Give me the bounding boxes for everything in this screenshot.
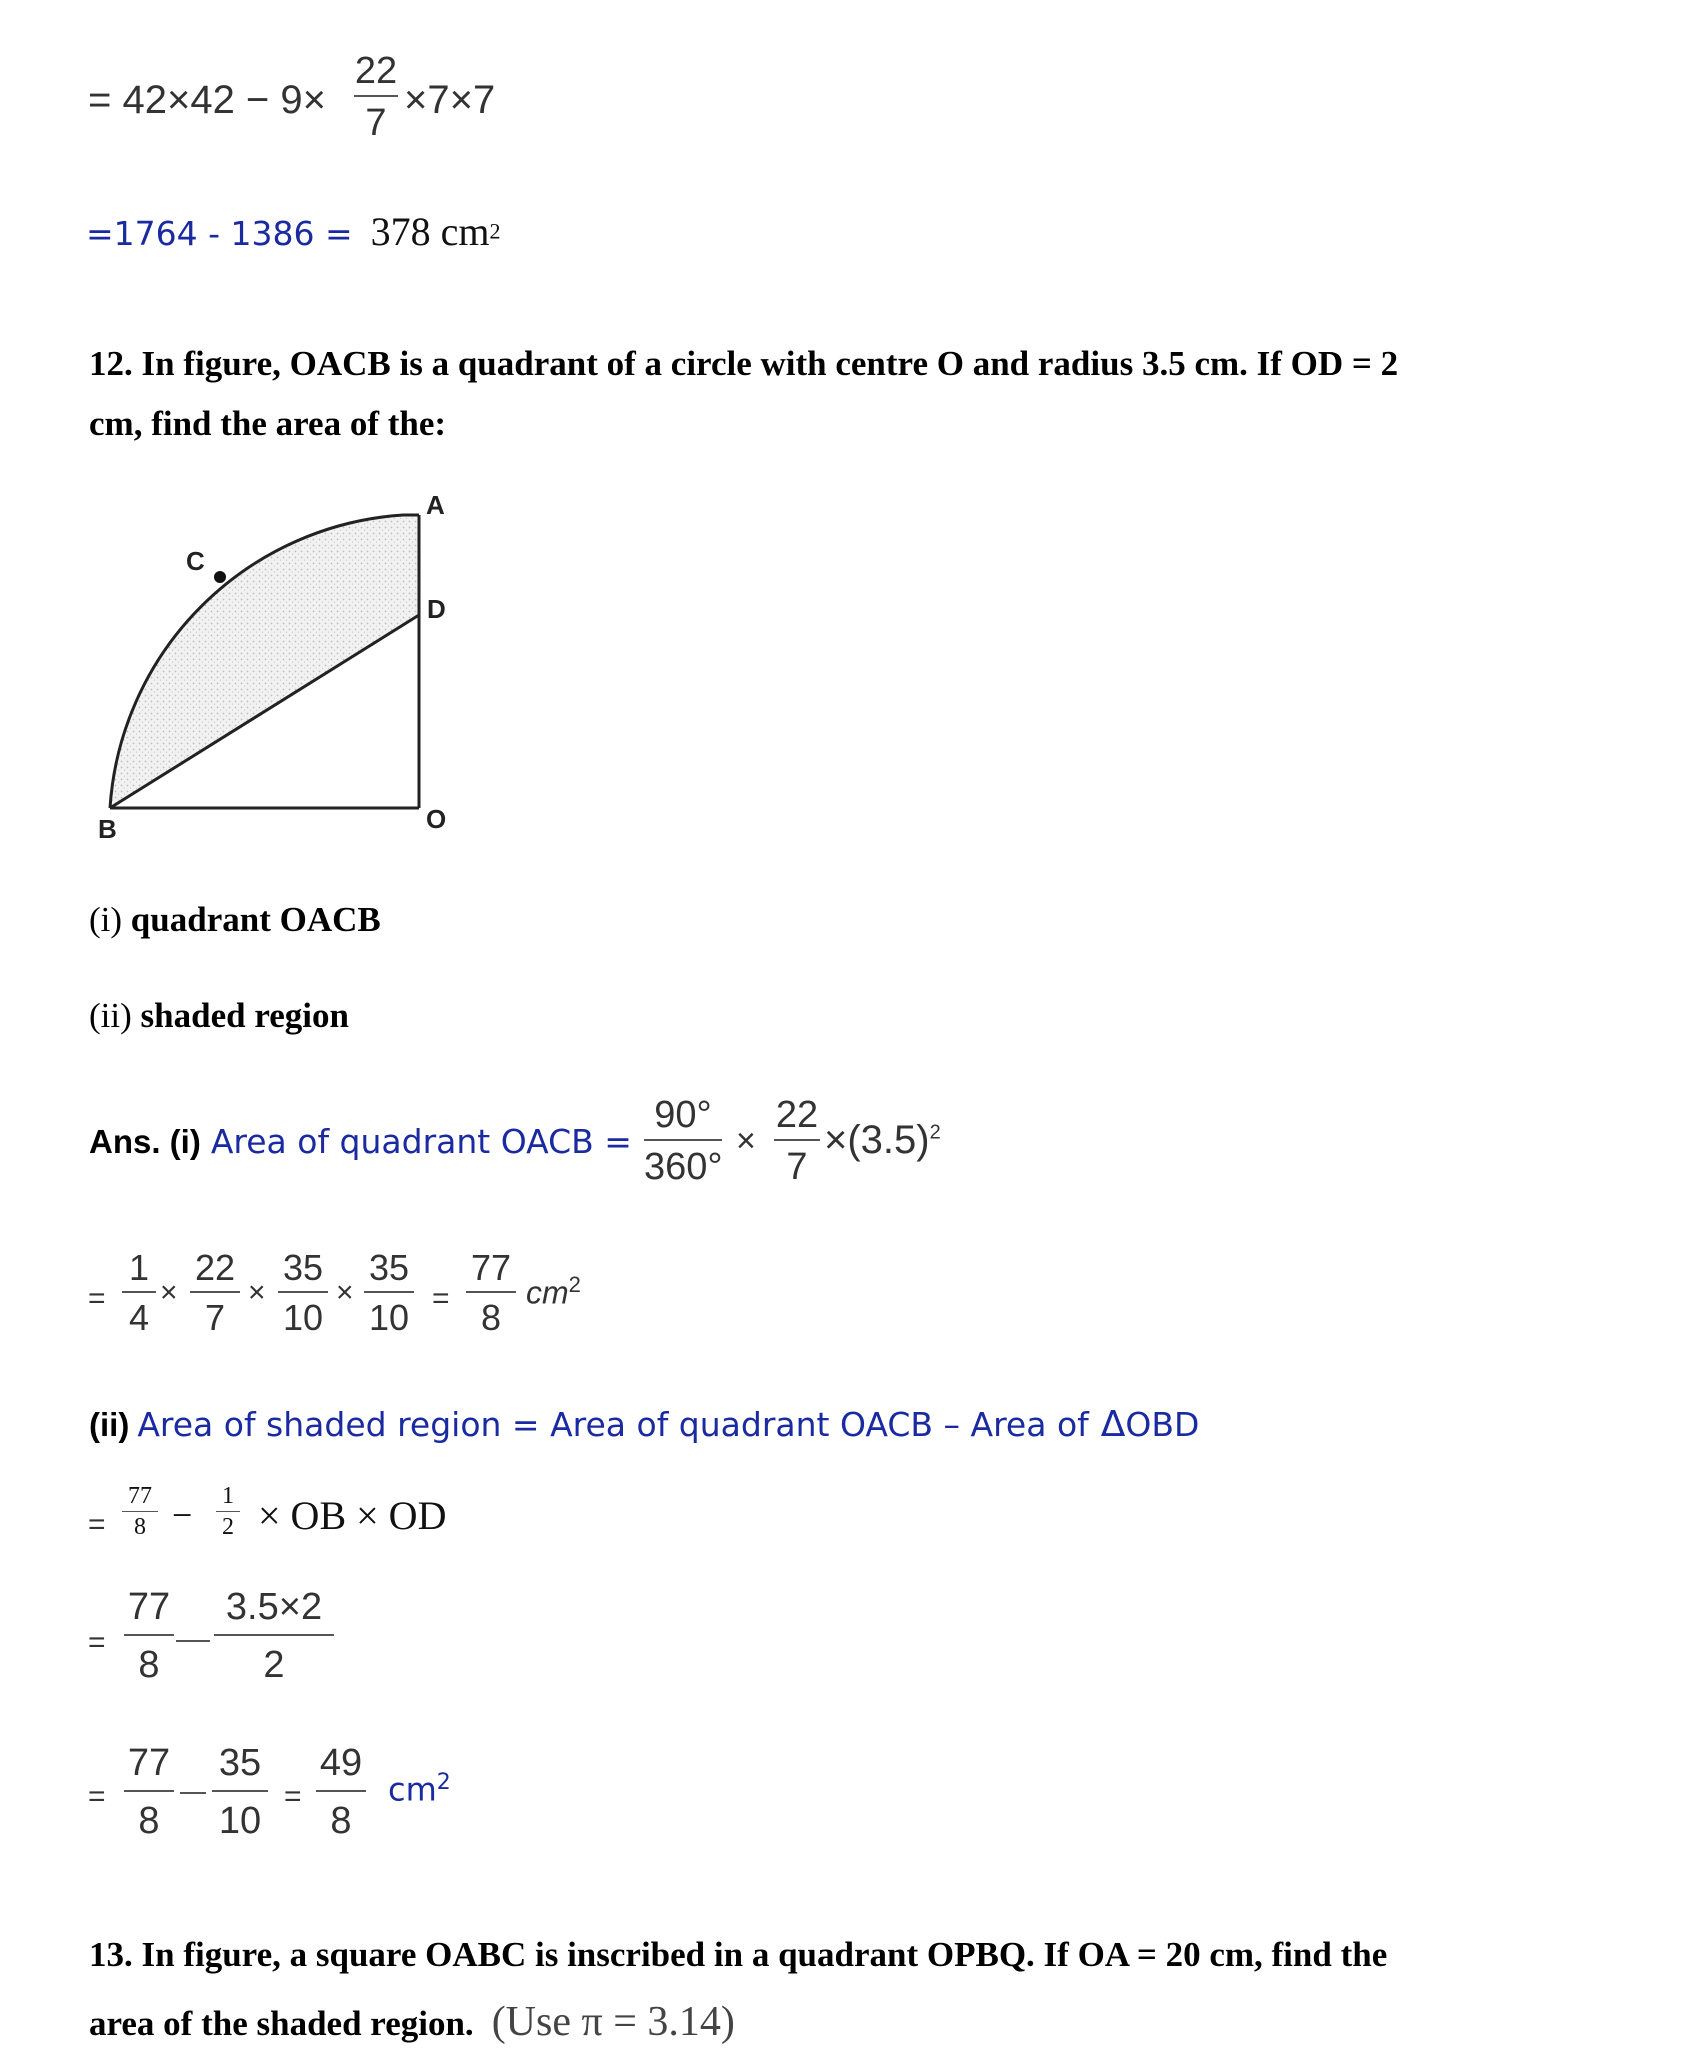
q13-line-2-text: area of the shaded region. — [89, 2004, 474, 2043]
part-i — [89, 900, 381, 940]
ans-ii4-frac-1 — [124, 1744, 174, 1840]
fraction-bar — [216, 1511, 240, 1512]
fraction-bar — [644, 1139, 722, 1141]
ans-i2-eq: = — [88, 1282, 106, 1315]
eq-line-1 — [88, 78, 326, 123]
ans-ii4-frac-3 — [316, 1744, 366, 1840]
q12-line-1: 12. In figure, OACB is a quadrant of a circle with centre O and radius 3.5 cm. If OD = 2 — [89, 344, 1399, 383]
label-A: A — [426, 490, 445, 520]
label-C: C — [186, 546, 205, 576]
denominator: 360° — [644, 1146, 723, 1188]
tail-text: ×(3.5) — [824, 1118, 930, 1162]
quadrant-figure — [90, 490, 470, 850]
ans-i-frac-2 — [774, 1096, 820, 1186]
label-O: O — [426, 804, 447, 834]
ans-i-line — [89, 1122, 632, 1161]
triangle-symbol: Δ — [1100, 1404, 1126, 1445]
point-C — [214, 571, 226, 583]
numerator: 77 — [470, 1247, 512, 1288]
eq-suffix: ×7×7 — [404, 78, 496, 122]
denominator: 7 — [365, 102, 387, 144]
numerator: 90° — [654, 1094, 712, 1136]
q13-line-1: 13. In figure, a square OABC is inscribed in a quadrant OPBQ. If OA = 20 cm, find the — [89, 1935, 1388, 1974]
ans-i2-eq-2: = — [432, 1282, 450, 1315]
ans-ii2-minus: − — [172, 1495, 193, 1535]
eq-line-2 — [86, 208, 501, 255]
ans-i2-frac-2 — [190, 1247, 240, 1338]
part-i-num: (i) — [89, 900, 123, 939]
ans-i2-frac-3 — [278, 1247, 328, 1338]
ans-ii3-minus — [176, 1640, 210, 1642]
denominator: 2 — [222, 1514, 234, 1540]
exponent: 2 — [436, 1770, 451, 1795]
part-ii-num: (ii) — [89, 996, 132, 1035]
times-3: × — [336, 1276, 354, 1309]
ans-i-label: Ans. (i) — [89, 1123, 201, 1160]
fraction-bar — [214, 1634, 334, 1636]
ans-ii3-eq: = — [88, 1626, 106, 1659]
denominator: 8 — [138, 1644, 160, 1686]
numerator: 35 — [218, 1742, 262, 1784]
numerator: 77 — [127, 1586, 171, 1628]
fraction-bar — [124, 1634, 174, 1636]
denominator: 10 — [282, 1297, 324, 1338]
fraction-bar — [212, 1790, 268, 1792]
fraction-bar — [466, 1291, 516, 1293]
denominator: 8 — [330, 1800, 352, 1842]
fraction-bar — [190, 1291, 240, 1293]
numerator: 22 — [194, 1247, 236, 1288]
part-ii — [89, 996, 349, 1036]
exponent: 2 — [929, 1121, 941, 1144]
ans-ii4-minus — [180, 1792, 206, 1794]
fraction-bar — [124, 1790, 174, 1792]
fraction-bar — [278, 1291, 328, 1293]
fraction-bar — [122, 1291, 156, 1293]
ans-ii2-frac-2 — [216, 1484, 240, 1539]
fraction-bar — [774, 1139, 820, 1141]
ans-ii4-eq: = — [88, 1780, 106, 1813]
denominator: 7 — [786, 1146, 808, 1188]
ans-ii-text: Area of shaded region = Area of quadrant OACB – Area of — [137, 1405, 1089, 1444]
exponent: 2 — [568, 1272, 581, 1297]
ans-ii4-eq-2: = — [284, 1780, 302, 1813]
fraction-bar — [364, 1291, 414, 1293]
times-1: × — [160, 1276, 178, 1309]
denominator: 10 — [218, 1800, 262, 1842]
part-ii-text: shaded region — [140, 996, 349, 1035]
ans-i2-frac-1 — [122, 1247, 156, 1338]
q12-line-2: cm, find the area of the: — [89, 404, 447, 443]
ans-i-tail — [824, 1118, 941, 1163]
ans-ii2-eq: = — [88, 1508, 106, 1541]
numerator: 77 — [128, 1483, 152, 1509]
denominator: 8 — [480, 1297, 502, 1338]
eq-prefix: = 42×42 − 9× — [88, 78, 327, 122]
eq1-suffix — [404, 78, 495, 123]
ans-ii-label: (ii) — [89, 1406, 130, 1443]
ans-ii2-tail: × OB × OD — [258, 1493, 447, 1538]
numerator: 1 — [222, 1483, 234, 1509]
ans-i2-frac-4 — [364, 1247, 414, 1338]
fraction-bar — [354, 95, 398, 97]
denominator: 8 — [138, 1800, 160, 1842]
label-B: B — [98, 814, 117, 844]
eq2-blue: =1764 - 1386 = — [86, 214, 353, 253]
unit: cm — [388, 1770, 437, 1809]
ans-ii-tail: OBD — [1125, 1405, 1200, 1444]
eq2-sup: 2 — [489, 218, 501, 244]
denominator: 10 — [368, 1297, 410, 1338]
times-2: × — [248, 1276, 266, 1309]
denominator: 2 — [263, 1644, 285, 1686]
ans-i2-frac-5 — [466, 1247, 516, 1338]
ans-i-frac-1 — [644, 1096, 722, 1186]
ans-i-times: × — [736, 1122, 756, 1160]
ans-ii4-unit — [388, 1770, 451, 1809]
label-D: D — [427, 594, 446, 624]
numerator: 49 — [319, 1742, 363, 1784]
numerator: 35 — [282, 1247, 324, 1288]
part-i-text: quadrant OACB — [130, 900, 381, 939]
unit: cm — [526, 1274, 569, 1311]
ans-ii-line — [89, 1404, 1199, 1445]
eq1-fraction — [354, 52, 398, 142]
numerator: 3.5×2 — [225, 1586, 323, 1628]
numerator: 1 — [128, 1247, 150, 1288]
ans-ii3-frac-1 — [124, 1588, 174, 1684]
fraction-bar — [316, 1790, 366, 1792]
numerator: 22 — [354, 50, 398, 92]
eq2-value: 378 cm — [370, 209, 490, 254]
ans-i-text: Area of quadrant OACB = — [210, 1122, 632, 1161]
numerator: 35 — [368, 1247, 410, 1288]
use-pi-note: (Use π = 3.14) — [491, 1999, 735, 2045]
denominator: 4 — [128, 1297, 150, 1338]
fraction-bar — [122, 1511, 158, 1512]
ans-i2-unit — [526, 1272, 581, 1312]
numerator: 77 — [127, 1742, 171, 1784]
denominator: 7 — [204, 1297, 226, 1338]
numerator: 22 — [775, 1094, 819, 1136]
ans-ii3-frac-2 — [214, 1588, 334, 1684]
denominator: 8 — [134, 1514, 146, 1540]
q13-line-2 — [89, 1998, 735, 2046]
ans-ii4-frac-2 — [212, 1744, 268, 1840]
ans-ii2-frac-1 — [122, 1484, 158, 1539]
